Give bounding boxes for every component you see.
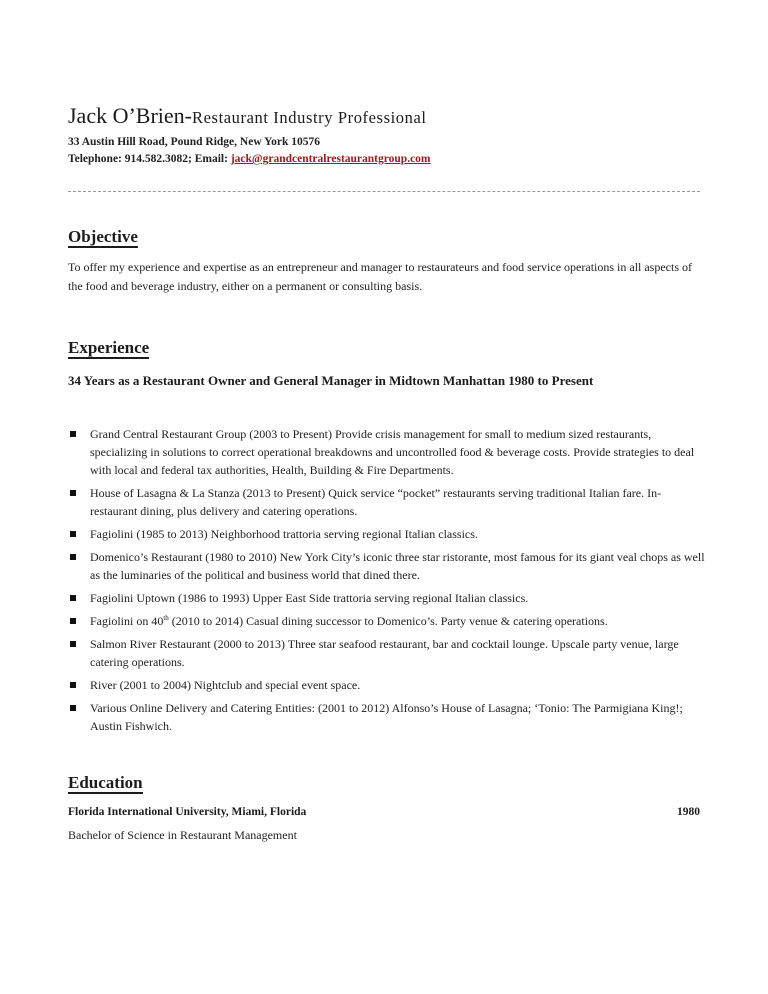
list-item bbox=[68, 635, 708, 671]
address-line: 33 Austin Hill Road, Pound Ridge, New York 10576 bbox=[68, 136, 320, 148]
experience-text: Grand Central Restaurant Group (2003 to Present) Provide crisis management for small to medium sized restaurants, specializing in solutions to correct operational breakdowns and uncontrolled food & beverage costs. Provide strategies to deal with local and federal tax authorities, Health, Building & Fire Departments. bbox=[90, 427, 695, 477]
square-bullet-icon bbox=[70, 705, 76, 711]
list-item bbox=[68, 525, 708, 543]
experience-subtitle: 34 Years as a Restaurant Owner and General Manager in Midtown Manhattan 1980 to Present bbox=[68, 373, 594, 388]
experience-text-pre: Fagiolini on 40 bbox=[90, 614, 164, 628]
experience-text: River (2001 to 2004) Nightclub and special event space. bbox=[90, 678, 361, 692]
square-bullet-icon bbox=[70, 595, 76, 601]
objective-heading: Objective bbox=[68, 227, 138, 246]
list-item bbox=[68, 676, 708, 694]
applicant-name: Jack O’Brien- bbox=[68, 103, 193, 128]
square-bullet-icon bbox=[70, 531, 76, 537]
experience-text: House of Lasagna & La Stanza (2013 to Present) Quick service “pocket” restaurants serving traditional Italian fare. In-restaurant dining, plus delivery and catering operations. bbox=[90, 486, 662, 518]
list-item bbox=[68, 548, 708, 584]
experience-text: Fagiolini (1985 to 2013) Neighborhood trattoria serving regional Italian classics. bbox=[90, 527, 478, 541]
school-name: Florida International University, Miami, Florida bbox=[68, 806, 307, 818]
list-item bbox=[68, 484, 708, 520]
list-item bbox=[68, 589, 708, 607]
applicant-title: Restaurant Industry Professional bbox=[192, 108, 427, 127]
square-bullet-icon bbox=[70, 431, 76, 437]
list-item bbox=[68, 612, 708, 630]
education-heading: Education bbox=[68, 773, 143, 792]
email-link[interactable]: jack@grandcentralrestaurantgroup.com bbox=[230, 153, 431, 165]
square-bullet-icon bbox=[70, 490, 76, 496]
phone-text: Telephone: 914.582.3082; Email: bbox=[68, 153, 231, 165]
experience-list bbox=[68, 425, 708, 740]
experience-text: Salmon River Restaurant (2000 to 2013) Three star seafood restaurant, bar and cocktail lounge. Upscale party venue, large catering operations. bbox=[90, 637, 679, 669]
ordinal-suffix: th bbox=[163, 614, 169, 622]
square-bullet-icon bbox=[70, 554, 76, 560]
list-item bbox=[68, 425, 708, 479]
list-item bbox=[68, 699, 708, 735]
contact-line bbox=[68, 153, 431, 165]
experience-heading: Experience bbox=[68, 338, 150, 357]
experience-text: Fagiolini Uptown (1986 to 1993) Upper East Side trattoria serving regional Italian classics. bbox=[90, 591, 529, 605]
resume-header bbox=[68, 103, 427, 129]
experience-text: Various Online Delivery and Catering Entities: (2001 to 2012) Alfonso’s House of Lasagna; ‘Tonio: The Parmigiana King!; Austin Fishwich. bbox=[90, 701, 683, 733]
square-bullet-icon bbox=[70, 682, 76, 688]
objective-text: To offer my experience and expertise as an entrepreneur and manager to restaurateurs and food service operations in all aspects of the food and beverage industry, either on a permanent or consulting basis. bbox=[68, 260, 693, 293]
experience-text: Domenico’s Restaurant (1980 to 2010) New York City’s iconic three star ristorante, most famous for its giant veal chops as well as the luminaries of the political and business world that dined there. bbox=[90, 550, 705, 582]
experience-text-post: (2010 to 2014) Casual dining successor to Domenico’s. Party venue & catering operations. bbox=[168, 614, 608, 628]
education-row bbox=[68, 806, 700, 818]
degree-text: Bachelor of Science in Restaurant Management bbox=[68, 828, 297, 842]
graduation-year: 1980 bbox=[677, 806, 700, 818]
square-bullet-icon bbox=[70, 641, 76, 647]
square-bullet-icon bbox=[70, 618, 76, 624]
header-divider bbox=[68, 191, 700, 192]
